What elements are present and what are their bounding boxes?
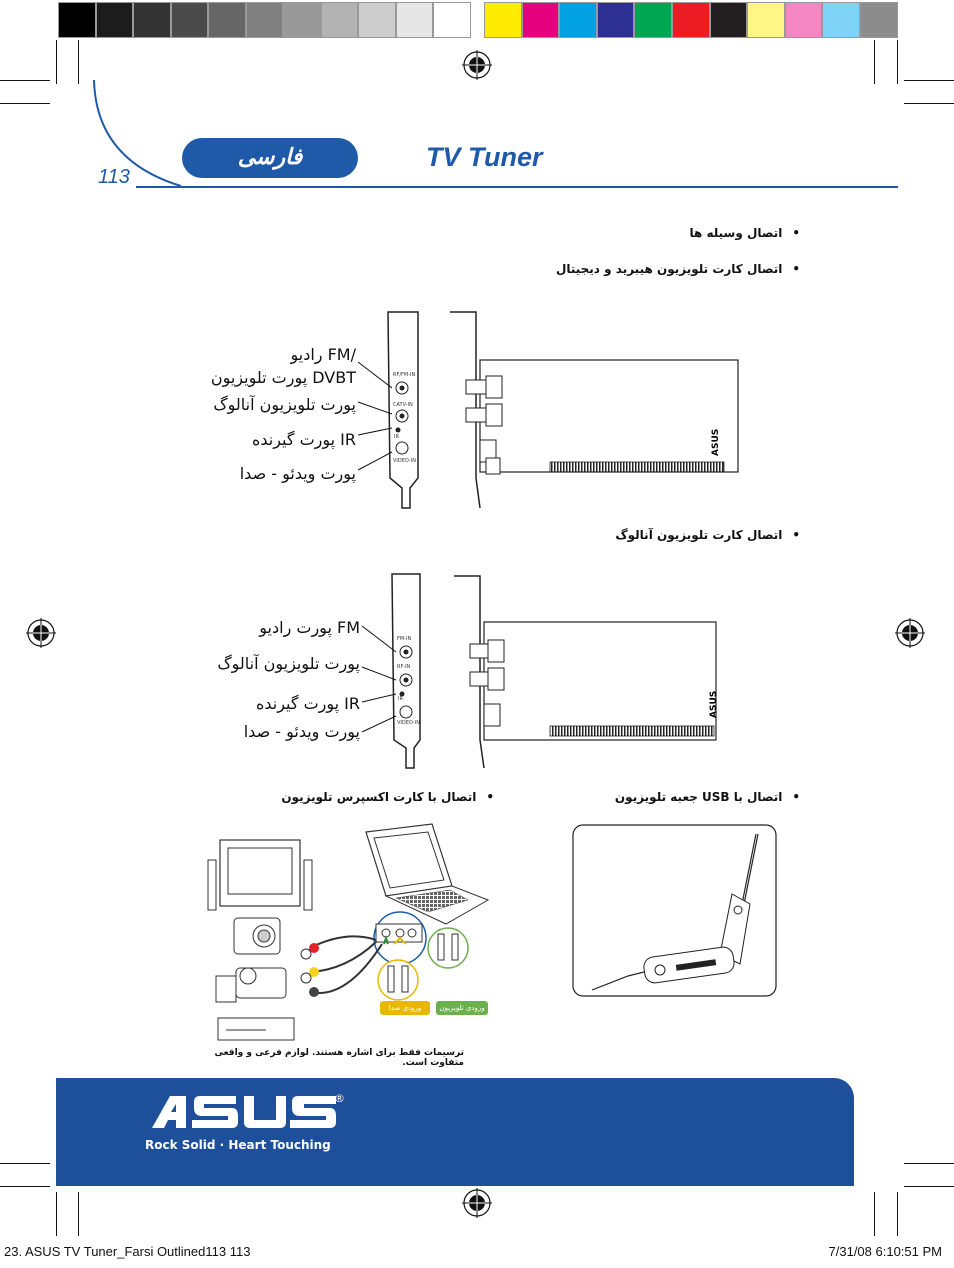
color-swatch xyxy=(484,2,522,38)
port-label: FM-IN xyxy=(397,636,412,642)
bullet-usb-box: •اتصال با USB جعبه تلویزیون xyxy=(614,790,800,804)
label-fm-radio-port: FM پورت رادیو xyxy=(259,618,360,637)
crop-mark xyxy=(0,1163,50,1164)
registration-mark-icon xyxy=(462,50,492,80)
crop-mark xyxy=(904,103,954,104)
bullet-hybrid-card: •اتصال کارت تلویزیون هیبرید و دیجیتال xyxy=(555,262,800,276)
color-swatch xyxy=(785,2,823,38)
color-swatch xyxy=(634,2,672,38)
svg-text:ASUS: ASUS xyxy=(709,690,719,718)
print-file-info: 23. ASUS TV Tuner_Farsi Outlined113 113 xyxy=(4,1244,251,1259)
crop-mark xyxy=(904,1186,954,1187)
port-label: CATV-IN xyxy=(393,402,413,408)
svg-text:ASUS: ASUS xyxy=(711,428,721,456)
crop-mark xyxy=(0,1186,50,1187)
label-av-port: پورت ویدئو - صدا xyxy=(239,464,356,483)
crop-mark xyxy=(874,40,875,84)
color-swatch xyxy=(747,2,785,38)
crop-mark xyxy=(78,1192,79,1236)
port-label: IR xyxy=(398,696,403,702)
label-analog-tv-port: پورت تلویزیون آنالوگ xyxy=(213,395,356,414)
color-swatch xyxy=(672,2,710,38)
crop-mark xyxy=(0,80,50,81)
color-swatch xyxy=(710,2,748,38)
color-swatch xyxy=(171,2,209,38)
color-swatch xyxy=(860,2,898,38)
label-ir-port: IR پورت گیرنده xyxy=(255,694,360,713)
registration-mark-icon xyxy=(26,618,56,648)
color-swatch xyxy=(246,2,284,38)
port-label: VIDEO-IN xyxy=(397,720,420,726)
bullet-analog-card: •اتصال کارت تلویزیون آنالوگ xyxy=(615,528,800,542)
color-swatch xyxy=(58,2,96,38)
illustration-caption: ترسیمات فقط برای اشاره هستند. لوازم فرعی و واقعی متفاوت است. xyxy=(214,1048,464,1068)
color-swatch xyxy=(133,2,171,38)
tag-audio-input: ورودی صدا xyxy=(380,1001,430,1015)
color-swatch xyxy=(433,2,471,38)
port-label: RF/FM-IN xyxy=(393,372,416,378)
crop-mark xyxy=(56,40,57,84)
crop-mark xyxy=(904,1163,954,1164)
usb-tv-box-diagram xyxy=(572,824,778,998)
analog-tv-card-diagram xyxy=(384,570,724,780)
color-swatch xyxy=(396,2,434,38)
color-swatch xyxy=(283,2,321,38)
crop-mark xyxy=(897,1192,898,1236)
page-number: 113 xyxy=(98,166,130,188)
label-av-port: پورت ویدئو - صدا xyxy=(243,722,360,741)
crop-mark xyxy=(904,80,954,81)
port-label: IR xyxy=(394,434,399,440)
label-radio-fm: /FM رادیو xyxy=(290,345,356,364)
bullet-connect-devices: •اتصال وسیله ها xyxy=(689,226,800,240)
color-swatch xyxy=(597,2,635,38)
color-swatch xyxy=(559,2,597,38)
slogan: Rock Solid · Heart Touching xyxy=(145,1138,331,1152)
registration-mark-icon xyxy=(895,618,925,648)
hybrid-tv-card-diagram xyxy=(380,308,750,518)
print-date-info: 7/31/08 6:10:51 PM xyxy=(828,1244,942,1259)
asus-logo xyxy=(140,1092,336,1136)
label-analog-tv-port: پورت تلویزیون آنالوگ xyxy=(217,654,360,673)
label-dvbt-port: DVBT پورت تلویزیون xyxy=(210,368,356,387)
label-ir-port: IR پورت گیرنده xyxy=(251,430,356,449)
color-swatch xyxy=(822,2,860,38)
page-title: TV Tuner xyxy=(426,142,543,172)
registered-mark: ® xyxy=(334,1092,345,1105)
header-rule xyxy=(136,186,898,188)
port-label: RF-IN xyxy=(397,664,411,670)
leader-lines xyxy=(356,340,396,480)
bullet-express-card: •اتصال با کارت اکسپرس تلویزیون xyxy=(281,790,494,804)
port-label: VIDEO-IN xyxy=(393,458,416,464)
crop-mark xyxy=(78,40,79,84)
leader-lines xyxy=(360,612,400,742)
crop-mark xyxy=(0,103,50,104)
color-swatch xyxy=(522,2,560,38)
color-swatch xyxy=(208,2,246,38)
crop-mark xyxy=(56,1192,57,1236)
crop-mark xyxy=(874,1192,875,1236)
language-pill: فارسی xyxy=(182,138,358,178)
color-swatch xyxy=(358,2,396,38)
registration-mark-icon xyxy=(462,1188,492,1218)
color-swatch xyxy=(96,2,134,38)
color-swatch xyxy=(321,2,359,38)
crop-mark xyxy=(897,40,898,84)
tag-tv-input: ورودی تلویزیون xyxy=(436,1001,488,1015)
